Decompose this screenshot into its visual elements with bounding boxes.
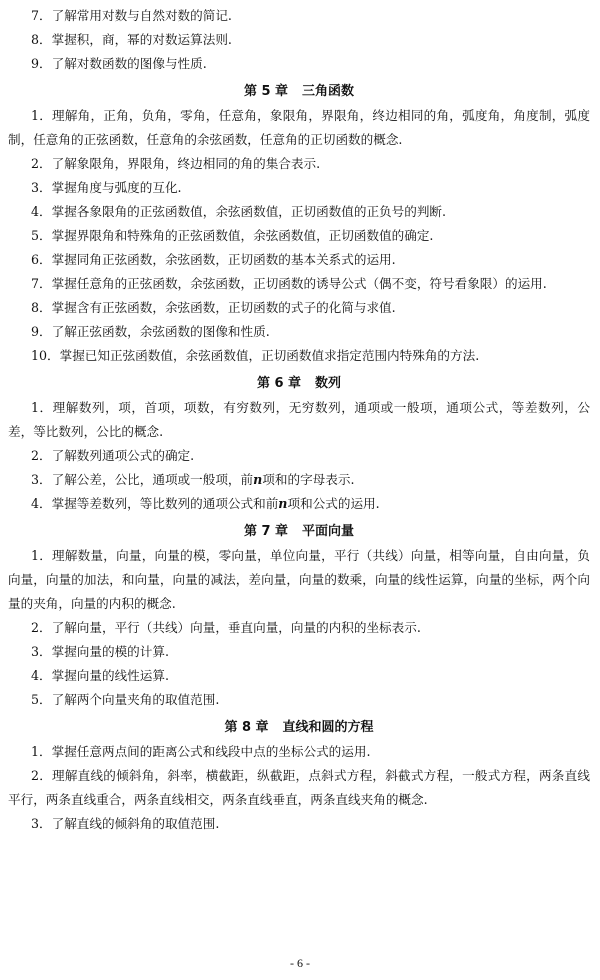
- chapter-title: 直线和圆的方程: [282, 720, 374, 735]
- list-item: 7．掌握任意角的正弦函数，余弦函数，正切函数的诱导公式（偶不变，符号看象限）的运用.: [31, 276, 547, 291]
- chapter-title: 数列: [315, 376, 342, 391]
- list-item: 5．了解两个向量夹角的取值范围.: [31, 692, 220, 707]
- math-variable: n: [253, 472, 263, 487]
- chapter-title: 平面向量: [302, 524, 355, 539]
- list-item: 1．掌握任意两点间的距离公式和线段中点的坐标公式的运用.: [31, 744, 371, 759]
- chapter-8-heading: [8, 716, 590, 740]
- list-item: 3．掌握向量的模的计算.: [31, 644, 169, 659]
- list-item: 2．了解向量，平行（共线）向量，垂直向量，向量的内积的坐标表示.: [31, 620, 421, 635]
- chapter-5-heading: [8, 80, 590, 104]
- item-text: 项和公式的运用.: [287, 496, 380, 511]
- chapter-number: 第 6 章: [256, 376, 302, 391]
- list-item: 8．掌握积，商，幂的对数运算法则.: [31, 32, 232, 47]
- list-item: 7．了解常用对数与自然对数的简记.: [31, 8, 232, 23]
- list-item: [8, 468, 590, 492]
- list-item: 10．掌握已知正弦函数值，余弦函数值，正切函数值求指定范围内特殊角的方法.: [31, 348, 480, 363]
- list-item: 1．理解角，正角，负角，零角，任意角，象限角，界限角，终边相同的角，弧度角，角度制，弧度制，任意角的正弦函数，任意角的余弦函数，任意角的正切函数的概念.: [8, 108, 590, 147]
- math-variable: n: [278, 496, 288, 511]
- item-text: 项和的字母表示.: [262, 472, 355, 487]
- list-item: 2．理解直线的倾斜角，斜率，横截距，纵截距，点斜式方程，斜截式方程，一般式方程，两条直线平行，两条直线重合，两条直线相交，两条直线垂直，两条直线夹角的概念.: [8, 768, 590, 807]
- list-item: 9．了解对数函数的图像与性质.: [31, 56, 207, 71]
- chapter-number: 第 8 章: [224, 720, 269, 735]
- chapter-number: 第 7 章: [243, 524, 289, 539]
- chapter-title: 三角函数: [302, 84, 355, 99]
- list-item: [8, 492, 590, 516]
- chapter-number: 第 5 章: [243, 84, 289, 99]
- list-item: 2．了解象限角，界限角，终边相同的角的集合表示.: [31, 156, 321, 171]
- list-item: 8．掌握含有正弦函数，余弦函数，正切函数的式子的化简与求值.: [31, 300, 396, 315]
- list-item: 1．理解数列，项，首项，项数，有穷数列，无穷数列，通项或一般项，通项公式，等差数列，公差，等比数列，公比的概念.: [8, 400, 590, 439]
- chapter-7-heading: [8, 520, 590, 544]
- list-item: 5．掌握界限角和特殊角的正弦函数值，余弦函数值，正切函数值的确定.: [31, 228, 434, 243]
- list-item: 3．了解直线的倾斜角的取值范围.: [31, 816, 220, 831]
- page-number: - 6 -: [290, 956, 310, 970]
- chapter-6-heading: [8, 372, 590, 396]
- item-text: 4．掌握等差数列，等比数列的通项公式和前: [31, 496, 279, 511]
- list-item: 2．了解数列通项公式的确定.: [31, 448, 195, 463]
- item-text: 3．了解公差，公比，通项或一般项，前: [31, 472, 254, 487]
- list-item: 3．掌握角度与弧度的互化.: [31, 180, 182, 195]
- list-item: 6．掌握同角正弦函数，余弦函数，正切函数的基本关系式的运用.: [31, 252, 396, 267]
- list-item: 4．掌握各象限角的正弦函数值，余弦函数值，正切函数值的正负号的判断.: [31, 204, 447, 219]
- list-item: 4．掌握向量的线性运算.: [31, 668, 169, 683]
- list-item: 1．理解数量，向量，向量的模，零向量，单位向量，平行（共线）向量，相等向量，自由向量，负向量，向量的加法，和向量，向量的减法，差向量，向量的数乘，向量的线性运算，向量的坐标，两个向量的夹角，向量的内积的概念.: [8, 548, 590, 611]
- list-item: 9．了解正弦函数，余弦函数的图像和性质.: [31, 324, 270, 339]
